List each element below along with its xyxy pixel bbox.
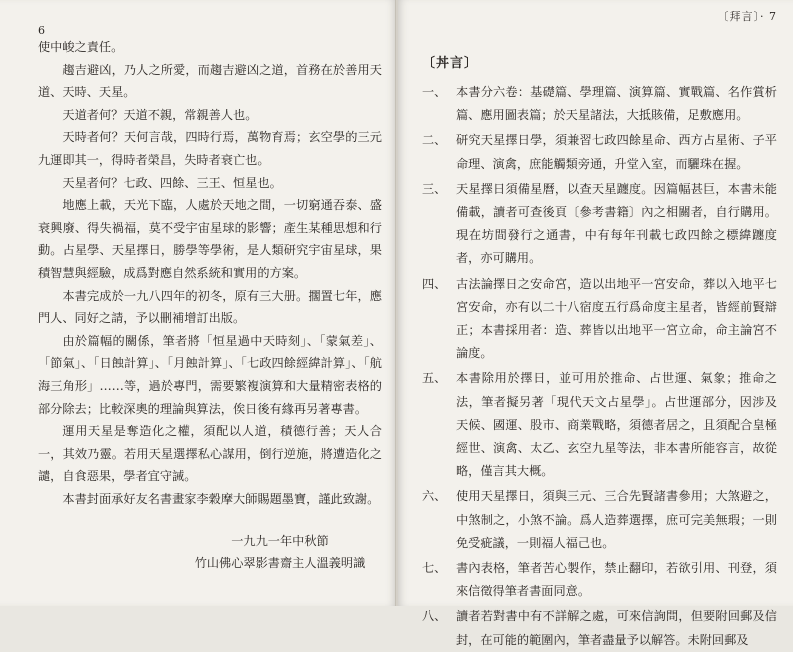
paragraph: 天時者何？天何言哉，四時行焉，萬物育焉；玄空學的三元九運即其一，得時者榮昌，失時者衰亡也。 [38,130,382,167]
paragraph: 地應上載，天光下臨，人處於天地之間，一切窮通吞泰、盛衰興廢、得失禍福，莫不受宇宙星球的影響；產生某種思想和行動。占星學、天星擇日，勝學等學術，是人類研究宇宙星球，果積智慧與經驗，成爲對應自然系統和實用的方案。 [38,198,382,280]
paragraph: 天星者何？七政、四餘、三王、恒星也。 [62,175,282,190]
item-number: 八、 [422,609,447,624]
list-item [422,367,777,483]
item-number: 五、 [422,371,447,386]
list-item [422,81,777,127]
right-page [398,0,793,647]
paragraph: 由於篇幅的關係，筆者將「恒星過中天時刻」、「蒙氣差」、「節氣」、「日蝕計算」、「月蝕計算」、「七政四餘經緯計算」、「航海三角形」……等，過於專門，需要繁複演算和大量精密表格的部分除去；比較深奧的理論與算法，俟日後有緣再另著專書。 [38,333,382,416]
running-header: 〔拜言〕· 7 [717,10,777,23]
notes-list [422,81,777,652]
paragraph: 天道者何？天道不親，常親善人也。 [62,107,258,122]
signature-block [38,530,382,574]
item-text: 本書分六卷：基礎篇、學理篇、演算篇、實戰篇、名作賞析篇、應用圖表篇；於天星諸法，大抵賅備，足敷應用。 [456,85,777,123]
item-number: 三、 [422,181,447,196]
paragraph: 本書封面承好友名書畫家李穀摩大師賜題墨寶，謹此致謝。 [62,491,380,506]
item-number: 六、 [422,489,447,504]
item-text: 本書除用於擇日，並可用於推命、占世運、氣象；推命之法，筆者擬另著「現代天文占星學」。占世運部分，因涉及天候、國運、股市、商業戰略，須德者居之，且須配合皇極經世、演禽、太乙、玄空九星等法，非本書所能容言，故從略，僅言其大概。 [456,371,777,479]
paragraph: 本書完成於一九八四年的初冬，原有三大册。擱置七年，應門人、同好之請，予以刪補增訂出版。 [38,288,382,326]
item-text: 研究天星擇日學，須兼習七政四餘星命、西方占星術、子平命理、演禽，庶能觸類旁通，升堂入室，而驪珠在握。 [456,133,777,171]
list-item [422,178,777,271]
signature-date: 一九九一年中秋節 [231,534,329,549]
item-text: 讀者若對書中有不詳解之處，可來信詢問，但要附回郵及信封，在可能的範圍內，筆者盡量予以解答。未附回郵及 [456,609,777,647]
preface-body [38,36,382,510]
list-item [422,129,777,175]
left-page [0,0,396,606]
item-number: 七、 [422,561,447,576]
paragraph: 使中峻之責任。 [38,40,124,54]
item-number: 二、 [422,133,447,148]
page-number-left: 6 [38,24,45,37]
item-text: 古法論擇日之安命宮，造以出地平一宮安命，葬以入地平七宮安命，亦有以二十八宿度五行爲命度主星者，皆經前賢辯正；本書採用者：造、葬皆以出地平一宮立命，命主論宮不論度。 [456,276,777,361]
item-number: 一、 [422,85,447,99]
list-item [422,485,777,555]
item-text: 書內表格，筆者苦心製作，禁止翻印，若欲引用、刊登，須來信徵得筆者書面同意。 [456,561,777,599]
item-number: 四、 [422,276,447,291]
list-item [422,273,777,366]
list-item [422,557,777,603]
section-title: 〔丼言〕 [422,56,479,71]
item-text: 使用天星擇日，須與三元、三合先賢諸書參用；大煞避之，中煞制之，小煞不論。爲人造葬選擇，庶可完美無瑕；一則免受疵議，一則福人福己也。 [456,489,777,550]
paragraph: 趨吉避凶，乃人之所愛，而趨吉避凶之道，首務在於善用天道、天時、天星。 [38,62,382,100]
item-text: 天星擇日須備星曆，以查天星躔度。因篇幅甚巨，本書未能備載，讀者可查後頁〔參考書籍〕內之相關者，自行購用。現在坊間發行之通書，中有每年刊載七政四餘之標緯躔度者，亦可購用。 [456,181,777,266]
list-item [422,605,777,651]
signature-author: 竹山佛心翠影書齋主人溫義明識 [194,556,366,571]
paragraph: 運用天星是奪造化之權，須配以人道，積德行善；天人合一，其效乃靈。若用天星選擇私心謀用，倒行逆施，將遭造化之譴，自食惡果，學者宜守誡。 [38,424,382,484]
